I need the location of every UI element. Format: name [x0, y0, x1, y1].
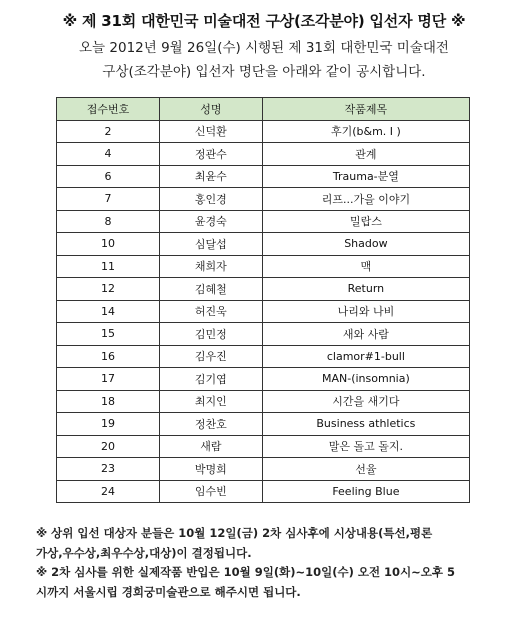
intro-text	[0, 36, 528, 84]
entry-number-cell: 24	[57, 480, 160, 503]
work-title-cell: 나리와 나비	[262, 300, 469, 323]
work-title-cell: 밀랍스	[262, 210, 469, 233]
entry-number-cell: 7	[57, 188, 160, 211]
header-name: 성명	[159, 98, 262, 121]
entry-number-cell: 15	[57, 323, 160, 346]
entry-number-cell: 16	[57, 345, 160, 368]
name-cell: 최윤수	[159, 165, 262, 188]
table-row	[57, 188, 470, 211]
header-work-title: 작품제목	[262, 98, 469, 121]
table-row	[57, 143, 470, 166]
table-row	[57, 278, 470, 301]
table-row	[57, 480, 470, 503]
name-cell: 허진욱	[159, 300, 262, 323]
entry-number-cell: 23	[57, 458, 160, 481]
name-cell: 정찬호	[159, 413, 262, 436]
entry-number-cell: 4	[57, 143, 160, 166]
table-row	[57, 345, 470, 368]
work-title-cell: Feeling Blue	[262, 480, 469, 503]
name-cell: 김우진	[159, 345, 262, 368]
entry-number-cell: 10	[57, 233, 160, 256]
entry-number-cell: 18	[57, 390, 160, 413]
work-title-cell: 말은 돌고 돌지.	[262, 435, 469, 458]
work-title-cell: 시간을 새기다	[262, 390, 469, 413]
table-row	[57, 435, 470, 458]
intro-line: 구상(조각분야) 입선자 명단을 아래와 같이 공시합니다.	[102, 64, 426, 80]
work-title-cell: Business athletics	[262, 413, 469, 436]
name-cell: 정관수	[159, 143, 262, 166]
header-entry-number: 접수번호	[57, 98, 160, 121]
note-line: 가상,우수상,최우수상,대상)이 결정됩니다.	[36, 545, 252, 560]
name-cell: 김기엽	[159, 368, 262, 391]
work-title-cell: Return	[262, 278, 469, 301]
name-cell: 채희자	[159, 255, 262, 278]
work-title-cell: Shadow	[262, 233, 469, 256]
entry-number-cell: 6	[57, 165, 160, 188]
table-row	[57, 413, 470, 436]
work-title-cell: 새와 사람	[262, 323, 469, 346]
table-row	[57, 210, 470, 233]
name-cell: 김민정	[159, 323, 262, 346]
table-row	[57, 458, 470, 481]
table-row	[57, 233, 470, 256]
intro-line: 오늘 2012년 9월 26일(수) 시행된 제 31회 대한민국 미술대전	[79, 40, 449, 56]
note-line: ※ 상위 입선 대상자 분들은 10월 12일(금) 2차 심사후에 시상내용(특선,평론	[36, 526, 433, 540]
table-row	[57, 255, 470, 278]
entry-number-cell: 20	[57, 435, 160, 458]
table-row	[57, 390, 470, 413]
winners-table	[56, 97, 470, 503]
entry-number-cell: 17	[57, 368, 160, 391]
note-line: ※ 2차 심사를 위한 실제작품 반입은 10월 9일(화)~10일(수) 오전 10시~오후 5	[36, 565, 456, 579]
work-title-cell: Trauma-분열	[262, 165, 469, 188]
name-cell: 홍인경	[159, 188, 262, 211]
work-title-cell: 후기(b&m. I )	[262, 120, 469, 143]
table-body	[57, 120, 470, 503]
work-title-cell: clamor#1-bull	[262, 345, 469, 368]
table-row	[57, 165, 470, 188]
name-cell: 심달섭	[159, 233, 262, 256]
name-cell: 신덕환	[159, 120, 262, 143]
table-header-row	[57, 98, 470, 121]
name-cell: 최지인	[159, 390, 262, 413]
entry-number-cell: 19	[57, 413, 160, 436]
name-cell: 박명희	[159, 458, 262, 481]
page-title: ※ 제 31회 대한민국 미술대전 구상(조각분야) 입선자 명단 ※	[62, 12, 466, 30]
work-title-cell: MAN-(insomnia)	[262, 368, 469, 391]
table-row	[57, 120, 470, 143]
notes	[36, 524, 506, 602]
table-row	[57, 368, 470, 391]
name-cell: 임수빈	[159, 480, 262, 503]
work-title-cell: 리프...가을 이야기	[262, 188, 469, 211]
entry-number-cell: 2	[57, 120, 160, 143]
entry-number-cell: 8	[57, 210, 160, 233]
table-row	[57, 300, 470, 323]
work-title-cell: 관계	[262, 143, 469, 166]
name-cell: 김혜철	[159, 278, 262, 301]
entry-number-cell: 12	[57, 278, 160, 301]
entry-number-cell: 14	[57, 300, 160, 323]
name-cell: 새람	[159, 435, 262, 458]
entry-number-cell: 11	[57, 255, 160, 278]
work-title-cell: 맥	[262, 255, 469, 278]
note-line: 시까지 서울시립 경희궁미술관으로 해주시면 됩니다.	[36, 584, 301, 599]
work-title-cell: 선율	[262, 458, 469, 481]
name-cell: 윤경숙	[159, 210, 262, 233]
table-row	[57, 323, 470, 346]
